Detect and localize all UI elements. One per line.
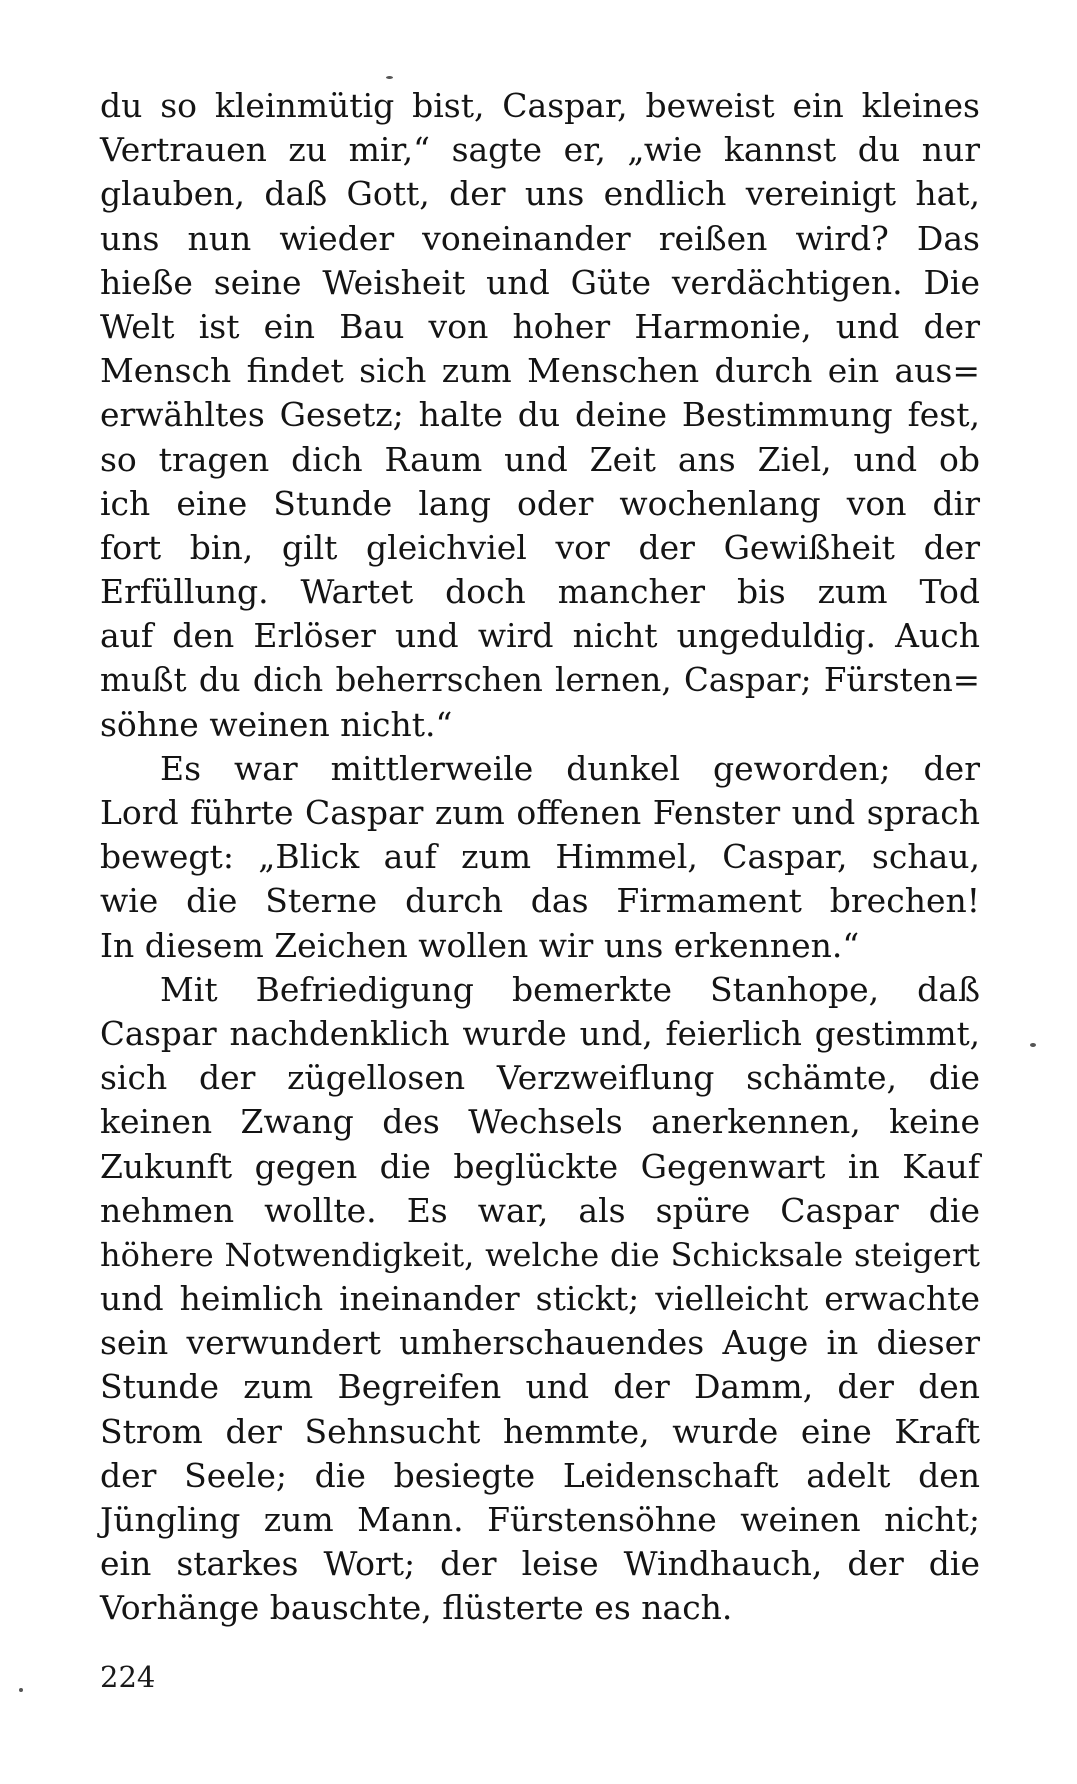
body-text — [100, 84, 980, 1631]
page-number: 224 — [100, 1660, 156, 1694]
text-line: Jüngling zum Mann. Fürstensöhne weinen nicht; — [100, 1500, 980, 1539]
text-line: Strom der Sehnsucht hemmte, wurde eine Kraft — [100, 1411, 980, 1451]
text-line: auf den Erlöser und wird nicht ungeduldig. Auch — [100, 616, 980, 656]
text-line: Stunde zum Begreifen und der Damm, der den — [100, 1367, 980, 1407]
text-line: Lord führte Caspar zum offenen Fenster und sprach — [100, 793, 980, 832]
text-line: der Seele; die besiegte Leidenschaft adelt den — [100, 1455, 980, 1495]
text-line: Welt ist ein Bau von hoher Harmonie, und der — [100, 306, 980, 346]
text-line: Es war mittlerweile dunkel geworden; der — [160, 748, 980, 788]
text-line: Mit Befriedigung bemerkte Stanhope, daß — [160, 969, 980, 1009]
text-line: Vertrauen zu mir,“ sagte er, „wie kannst du nur — [100, 130, 980, 170]
text-line: Zukunft gegen die beglückte Gegenwart in Kauf — [100, 1146, 980, 1186]
text-line: In diesem Zeichen wollen wir uns erkennen.“ — [100, 925, 860, 965]
text-line: erwähltes Gesetz; halte du deine Bestimmung fest, — [100, 395, 980, 435]
text-line: du so kleinmütig bist, Caspar, beweist ein kleines — [100, 86, 980, 125]
text-line: uns nun wieder voneinander reißen wird? Das — [100, 218, 980, 258]
text-line: sein verwundert umherschauendes Auge in dieser — [100, 1323, 980, 1363]
text-line: sich der zügellosen Verzweiflung schämte, die — [100, 1058, 980, 1098]
text-line: keinen Zwang des Wechsels anerkennen, keine — [100, 1102, 980, 1142]
text-line: nehmen wollte. Es war, als spüre Caspar die — [100, 1190, 980, 1230]
print-speck — [386, 76, 393, 79]
text-line: höhere Notwendigkeit, welche die Schicksale steigert — [100, 1235, 980, 1274]
print-speck — [1030, 1043, 1036, 1047]
text-line: hieße seine Weisheit und Güte verdächtigen. Die — [100, 262, 980, 302]
text-line: Vorhänge bauschte, flüsterte es nach. — [100, 1588, 733, 1628]
text-line: Mensch findet sich zum Menschen durch ein aus= — [100, 351, 980, 391]
text-line: mußt du dich beherrschen lernen, Caspar; Fürsten= — [100, 661, 980, 700]
text-line: söhne weinen nicht.“ — [100, 704, 453, 744]
text-line: wie die Sterne durch das Firmament brechen! — [100, 881, 980, 921]
text-line: bewegt: „Blick auf zum Himmel, Caspar, schau, — [100, 837, 980, 877]
text-line: so tragen dich Raum und Zeit ans Ziel, und ob — [100, 439, 980, 479]
text-line: Caspar nachdenklich wurde und, feierlich gestimmt, — [100, 1014, 980, 1053]
text-line: fort bin, gilt gleichviel vor der Gewißheit der — [100, 527, 980, 567]
print-speck — [19, 1688, 23, 1692]
text-line: Erfüllung. Wartet doch mancher bis zum Tod — [100, 572, 980, 612]
text-line: ich eine Stunde lang oder wochenlang von dir — [100, 483, 980, 523]
text-line: glauben, daß Gott, der uns endlich vereinigt hat, — [100, 174, 980, 214]
text-line: ein starkes Wort; der leise Windhauch, der die — [100, 1544, 980, 1584]
text-line: und heimlich ineinander stickt; vielleicht erwachte — [100, 1279, 980, 1319]
